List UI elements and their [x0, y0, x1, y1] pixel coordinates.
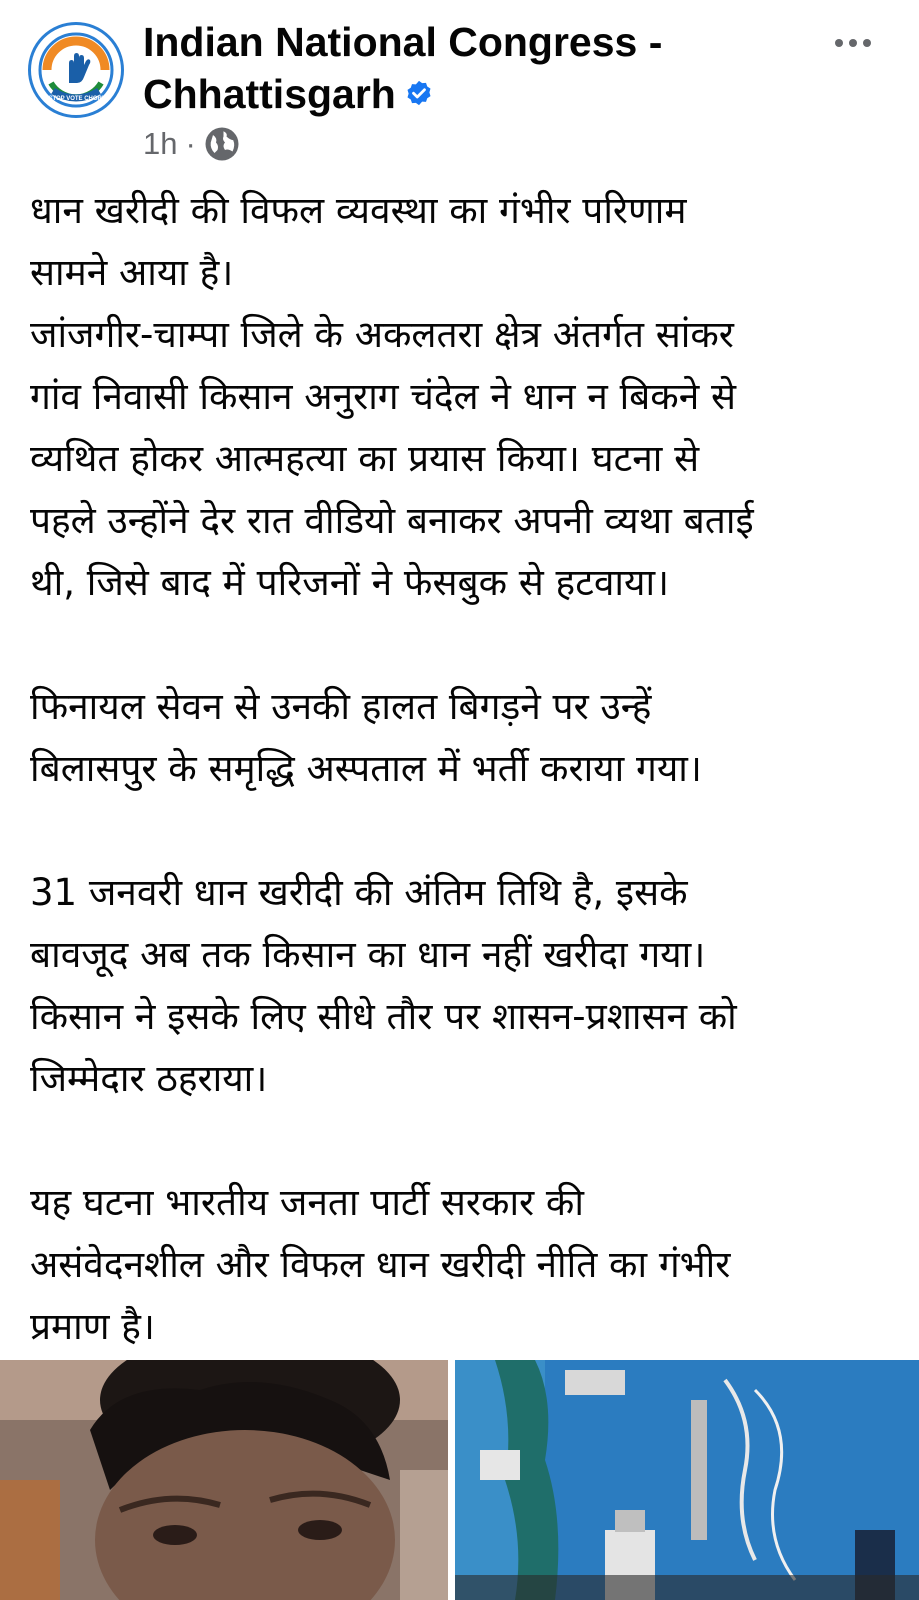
page-name-line1[interactable]: Indian National Congress - [143, 19, 663, 65]
text-line: किसान ने इसके लिए सीधे तौर पर शासन-प्रशासन को [30, 995, 737, 1038]
avatar-slogan: STOP VOTE CHORI [48, 96, 104, 102]
more-dot [849, 39, 857, 47]
text-line: असंवेदनशील और विफल धान खरीदी नीति का गंभीर [30, 1243, 731, 1286]
text-line: धान खरीदी की विफल व्यवस्था का गंभीर परिणाम [30, 189, 687, 232]
more-options-button[interactable] [823, 28, 883, 58]
globe-icon[interactable] [204, 126, 240, 162]
photo-farmer[interactable] [0, 1360, 448, 1600]
text-line: जिम्मेदार ठहराया। [30, 1057, 268, 1100]
more-dot [863, 39, 871, 47]
text-line: बावजूद अब तक किसान का धान नहीं खरीदा गया। [30, 933, 706, 976]
photo-hospital-image [455, 1360, 919, 1600]
post-header [0, 0, 919, 180]
post-body [30, 180, 890, 1358]
text-line: यह घटना भारतीय जनता पार्टी सरकार की [30, 1181, 584, 1224]
text-line: प्रमाण है। [30, 1305, 155, 1348]
text-line: थी, जिसे बाद में परिजनों ने फेसबुक से हटवाया। [30, 561, 670, 604]
more-options-icon [835, 39, 843, 47]
meta-separator: · [185, 126, 196, 161]
verified-badge-icon [404, 79, 434, 109]
page-name[interactable] [143, 16, 783, 120]
paragraph [30, 862, 890, 1110]
text-line: जांजगीर-चाम्पा जिले के अकलतरा क्षेत्र अंतर्गत सांकर [30, 313, 734, 356]
paragraph [30, 1172, 890, 1358]
post-photos [0, 1360, 919, 1600]
page-name-line2[interactable]: Chhattisgarh [143, 71, 396, 117]
text-line: व्यथित होकर आत्महत्या का प्रयास किया। घटना से [30, 437, 700, 480]
text-line: पहले उन्होंने देर रात वीडियो बनाकर अपनी व्यथा बताई [30, 499, 754, 542]
text-line: गांव निवासी किसान अनुराग चंदेल ने धान न बिकने से [30, 375, 737, 418]
text-line: बिलासपुर के समृद्धि अस्पताल में भर्ती कराया गया। [30, 747, 702, 790]
photo-farmer-image [0, 1360, 448, 1600]
photo-hospital[interactable] [455, 1360, 919, 1600]
paragraph [30, 676, 890, 800]
text-line: फिनायल सेवन से उनकी हालत बिगड़ने पर उन्हें [30, 685, 652, 728]
text-line: सामने आया है। [30, 251, 234, 294]
post-meta [143, 124, 240, 164]
post-time[interactable]: 1h [143, 126, 178, 161]
paragraph [30, 180, 890, 614]
text-line: 31 जनवरी धान खरीदी की अंतिम तिथि है, इसके [30, 871, 688, 914]
congress-hand-logo-icon [31, 25, 121, 115]
page-avatar[interactable] [28, 22, 124, 118]
